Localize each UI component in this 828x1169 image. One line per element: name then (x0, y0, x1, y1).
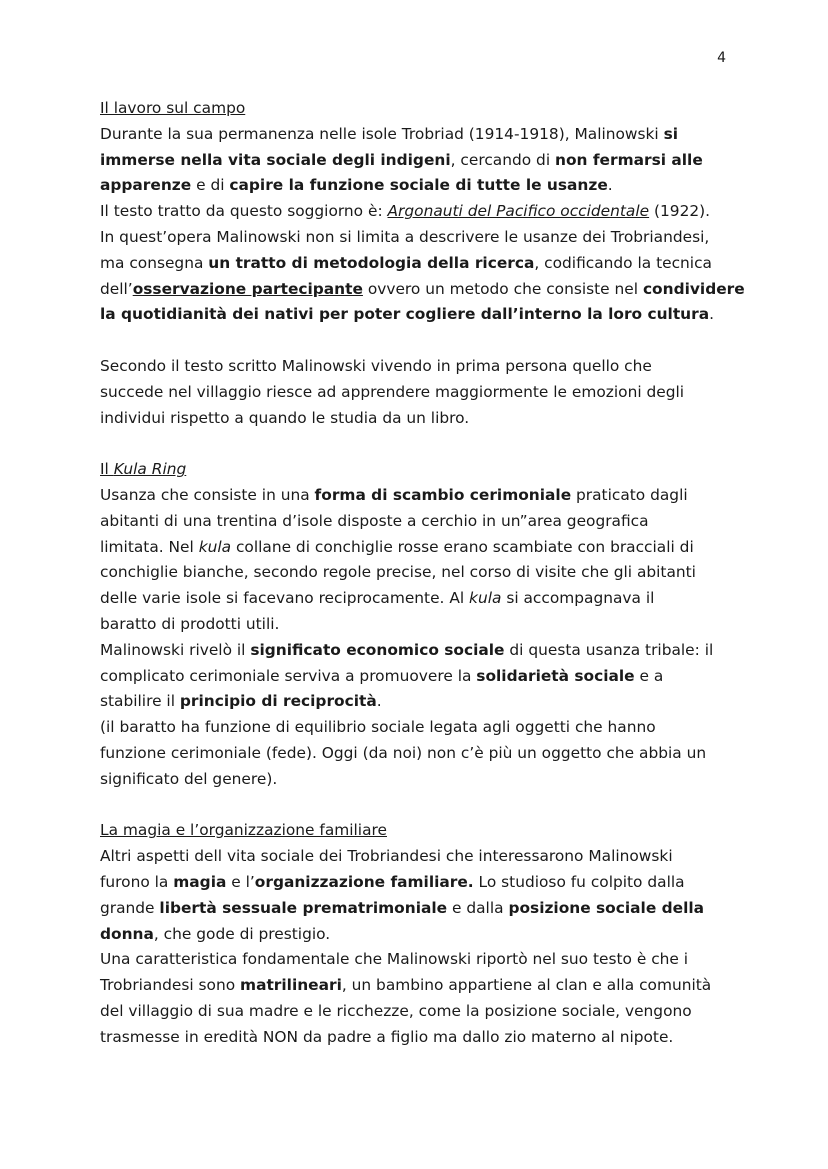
text-run: ma consegna (100, 253, 209, 272)
text-line (100, 380, 740, 406)
text-run: Secondo il testo scritto Malinowski vivendo in prima persona quello che (100, 356, 652, 375)
text-line (100, 767, 740, 793)
bold-text: si (663, 124, 679, 143)
text-line (100, 947, 740, 973)
text-line (100, 922, 740, 948)
text-run: ovvero un metodo che consiste nel (362, 279, 643, 298)
text-run: grande (100, 898, 160, 917)
text-line (100, 354, 740, 380)
bold-text: la quotidianità dei nativi per poter cogliere dall’interno la loro cultura (100, 305, 710, 324)
text-line (100, 535, 740, 561)
bold-text: posizione sociale della (508, 898, 705, 917)
text-line (100, 844, 740, 870)
text-run: . (709, 305, 715, 324)
text-run: . (607, 176, 613, 195)
bold-text: un tratto di metodologia della ricerca (208, 253, 535, 272)
text-run: , cercando di (450, 150, 555, 169)
text-run: e dalla (447, 898, 509, 917)
text-run: . (376, 692, 382, 711)
text-run: Durante la sua permanenza nelle isole Trobriad (1914-1918), Malinowski (100, 124, 664, 143)
text-run: abitanti di una trentina d’isole disposte a cerchio in un”area geografica (100, 511, 649, 530)
text-run: Una caratteristica fondamentale che Malinowski riportò nel suo testo è che i (100, 950, 689, 969)
bold-text: donna (100, 924, 154, 943)
bold-text: immerse nella vita sociale degli indigeni (100, 150, 451, 169)
text-line (100, 483, 740, 509)
text-run: del villaggio di sua madre e le ricchezze, come la posizione sociale, vengono (100, 1001, 692, 1020)
text-line (100, 586, 740, 612)
text-run: e l’ (226, 872, 255, 891)
text-run: furono la (100, 872, 174, 891)
text-line (100, 302, 740, 328)
text-run: Usanza che consiste in una (100, 485, 315, 504)
text-run: individui rispetto a quando le studia da un libro. (100, 408, 470, 427)
text-run: , che gode di prestigio. (153, 924, 331, 943)
bold-text: organizzazione familiare. (254, 872, 474, 891)
text-line (100, 173, 740, 199)
text-line (100, 612, 740, 638)
bold-text: apparenze (100, 176, 192, 195)
bold-text: capire la funzione sociale di tutte le usanze (229, 176, 608, 195)
document-body (100, 96, 745, 1050)
text-line (100, 406, 740, 432)
text-run: praticato dagli (571, 485, 688, 504)
text-run: e a (634, 666, 664, 685)
bold-text: magia (173, 872, 227, 891)
text-line (100, 664, 740, 690)
text-run: limitata. Nel (100, 537, 199, 556)
text-run: trasmesse in eredità NON da padre a figlio ma dallo zio materno al nipote. (100, 1027, 674, 1046)
text-run: (il baratto ha funzione di equilibrio sociale legata agli oggetti che hanno (100, 718, 656, 737)
italic-text: kula (469, 589, 502, 608)
text-run: di questa usanza tribale: il (504, 640, 714, 659)
text-run: e di (191, 176, 230, 195)
text-line (100, 999, 740, 1025)
text-line (100, 560, 740, 586)
text-line (100, 509, 740, 535)
text-line (100, 251, 740, 277)
text-line (100, 277, 745, 303)
bold-text: condividere (642, 279, 745, 298)
text-line (100, 1025, 740, 1051)
text-line (100, 870, 740, 896)
paragraph-gap (100, 328, 740, 354)
heading-italic-text: Kula Ring (113, 460, 187, 479)
text-run: baratto di prodotti utili. (100, 614, 280, 633)
paragraph-gap (100, 431, 740, 457)
text-run: si accompagnava il (501, 589, 655, 608)
bold-text: libertà sessuale prematrimoniale (159, 898, 448, 917)
heading-text: Il (100, 460, 114, 479)
text-run: stabilire il (100, 692, 180, 711)
section-heading: La magia e l’organizzazione familiare (100, 821, 387, 840)
text-line (100, 148, 740, 174)
italic-text: Argonauti del Pacifico occidentale (387, 202, 650, 221)
text-run: , codificando la tecnica (534, 253, 712, 272)
text-run: complicato cerimoniale serviva a promuovere la (100, 666, 477, 685)
bold-text: solidarietà sociale (476, 666, 635, 685)
text-line (100, 896, 740, 922)
text-line (100, 225, 740, 251)
text-run: collane di conchiglie rosse erano scambiate con bracciali di (231, 537, 694, 556)
page-number: 4 (717, 50, 726, 66)
text-run: In quest’opera Malinowski non si limita a descrivere le usanze dei Trobriandesi, (100, 227, 710, 246)
section-heading: Il lavoro sul campo (100, 99, 246, 117)
italic-text: kula (198, 537, 232, 556)
section-heading (100, 457, 740, 483)
text-line (100, 973, 740, 999)
text-line (100, 638, 740, 664)
text-line (100, 715, 740, 741)
bold-text: osservazione partecipante (132, 279, 363, 298)
text-run: dell’ (100, 279, 133, 298)
text-run: Trobriandesi sono (100, 976, 241, 995)
text-line (100, 741, 740, 767)
text-run: significato del genere). (100, 769, 278, 788)
text-run: conchiglie bianche, secondo regole precise, nel corso di visite che gli abitanti (100, 563, 696, 582)
bold-text: non fermarsi alle (555, 150, 703, 169)
paragraph-gap (100, 793, 740, 819)
text-line (100, 199, 740, 225)
text-line (100, 122, 740, 148)
text-run: succede nel villaggio riesce ad apprendere maggiormente le emozioni degli (100, 382, 685, 401)
text-run: funzione cerimoniale (fede). Oggi (da noi) non c’è più un oggetto che abbia un (100, 743, 707, 762)
text-run: , un bambino appartiene al clan e alla comunità (341, 976, 712, 995)
bold-text: matrilineari (240, 976, 342, 995)
text-line (100, 689, 740, 715)
bold-text: principio di reciprocità (179, 692, 377, 711)
text-run: Lo studioso fu colpito dalla (473, 872, 685, 891)
text-run: (1922). (649, 202, 711, 221)
text-run: delle varie isole si facevano reciprocamente. Al (100, 589, 470, 608)
bold-text: significato economico sociale (250, 640, 505, 659)
bold-text: forma di scambio cerimoniale (314, 485, 572, 504)
text-run: Altri aspetti dell vita sociale dei Trobriandesi che interessarono Malinowski (100, 847, 673, 866)
text-run: Malinowski rivelò il (100, 640, 251, 659)
text-run: Il testo tratto da questo soggiorno è: (100, 202, 388, 221)
